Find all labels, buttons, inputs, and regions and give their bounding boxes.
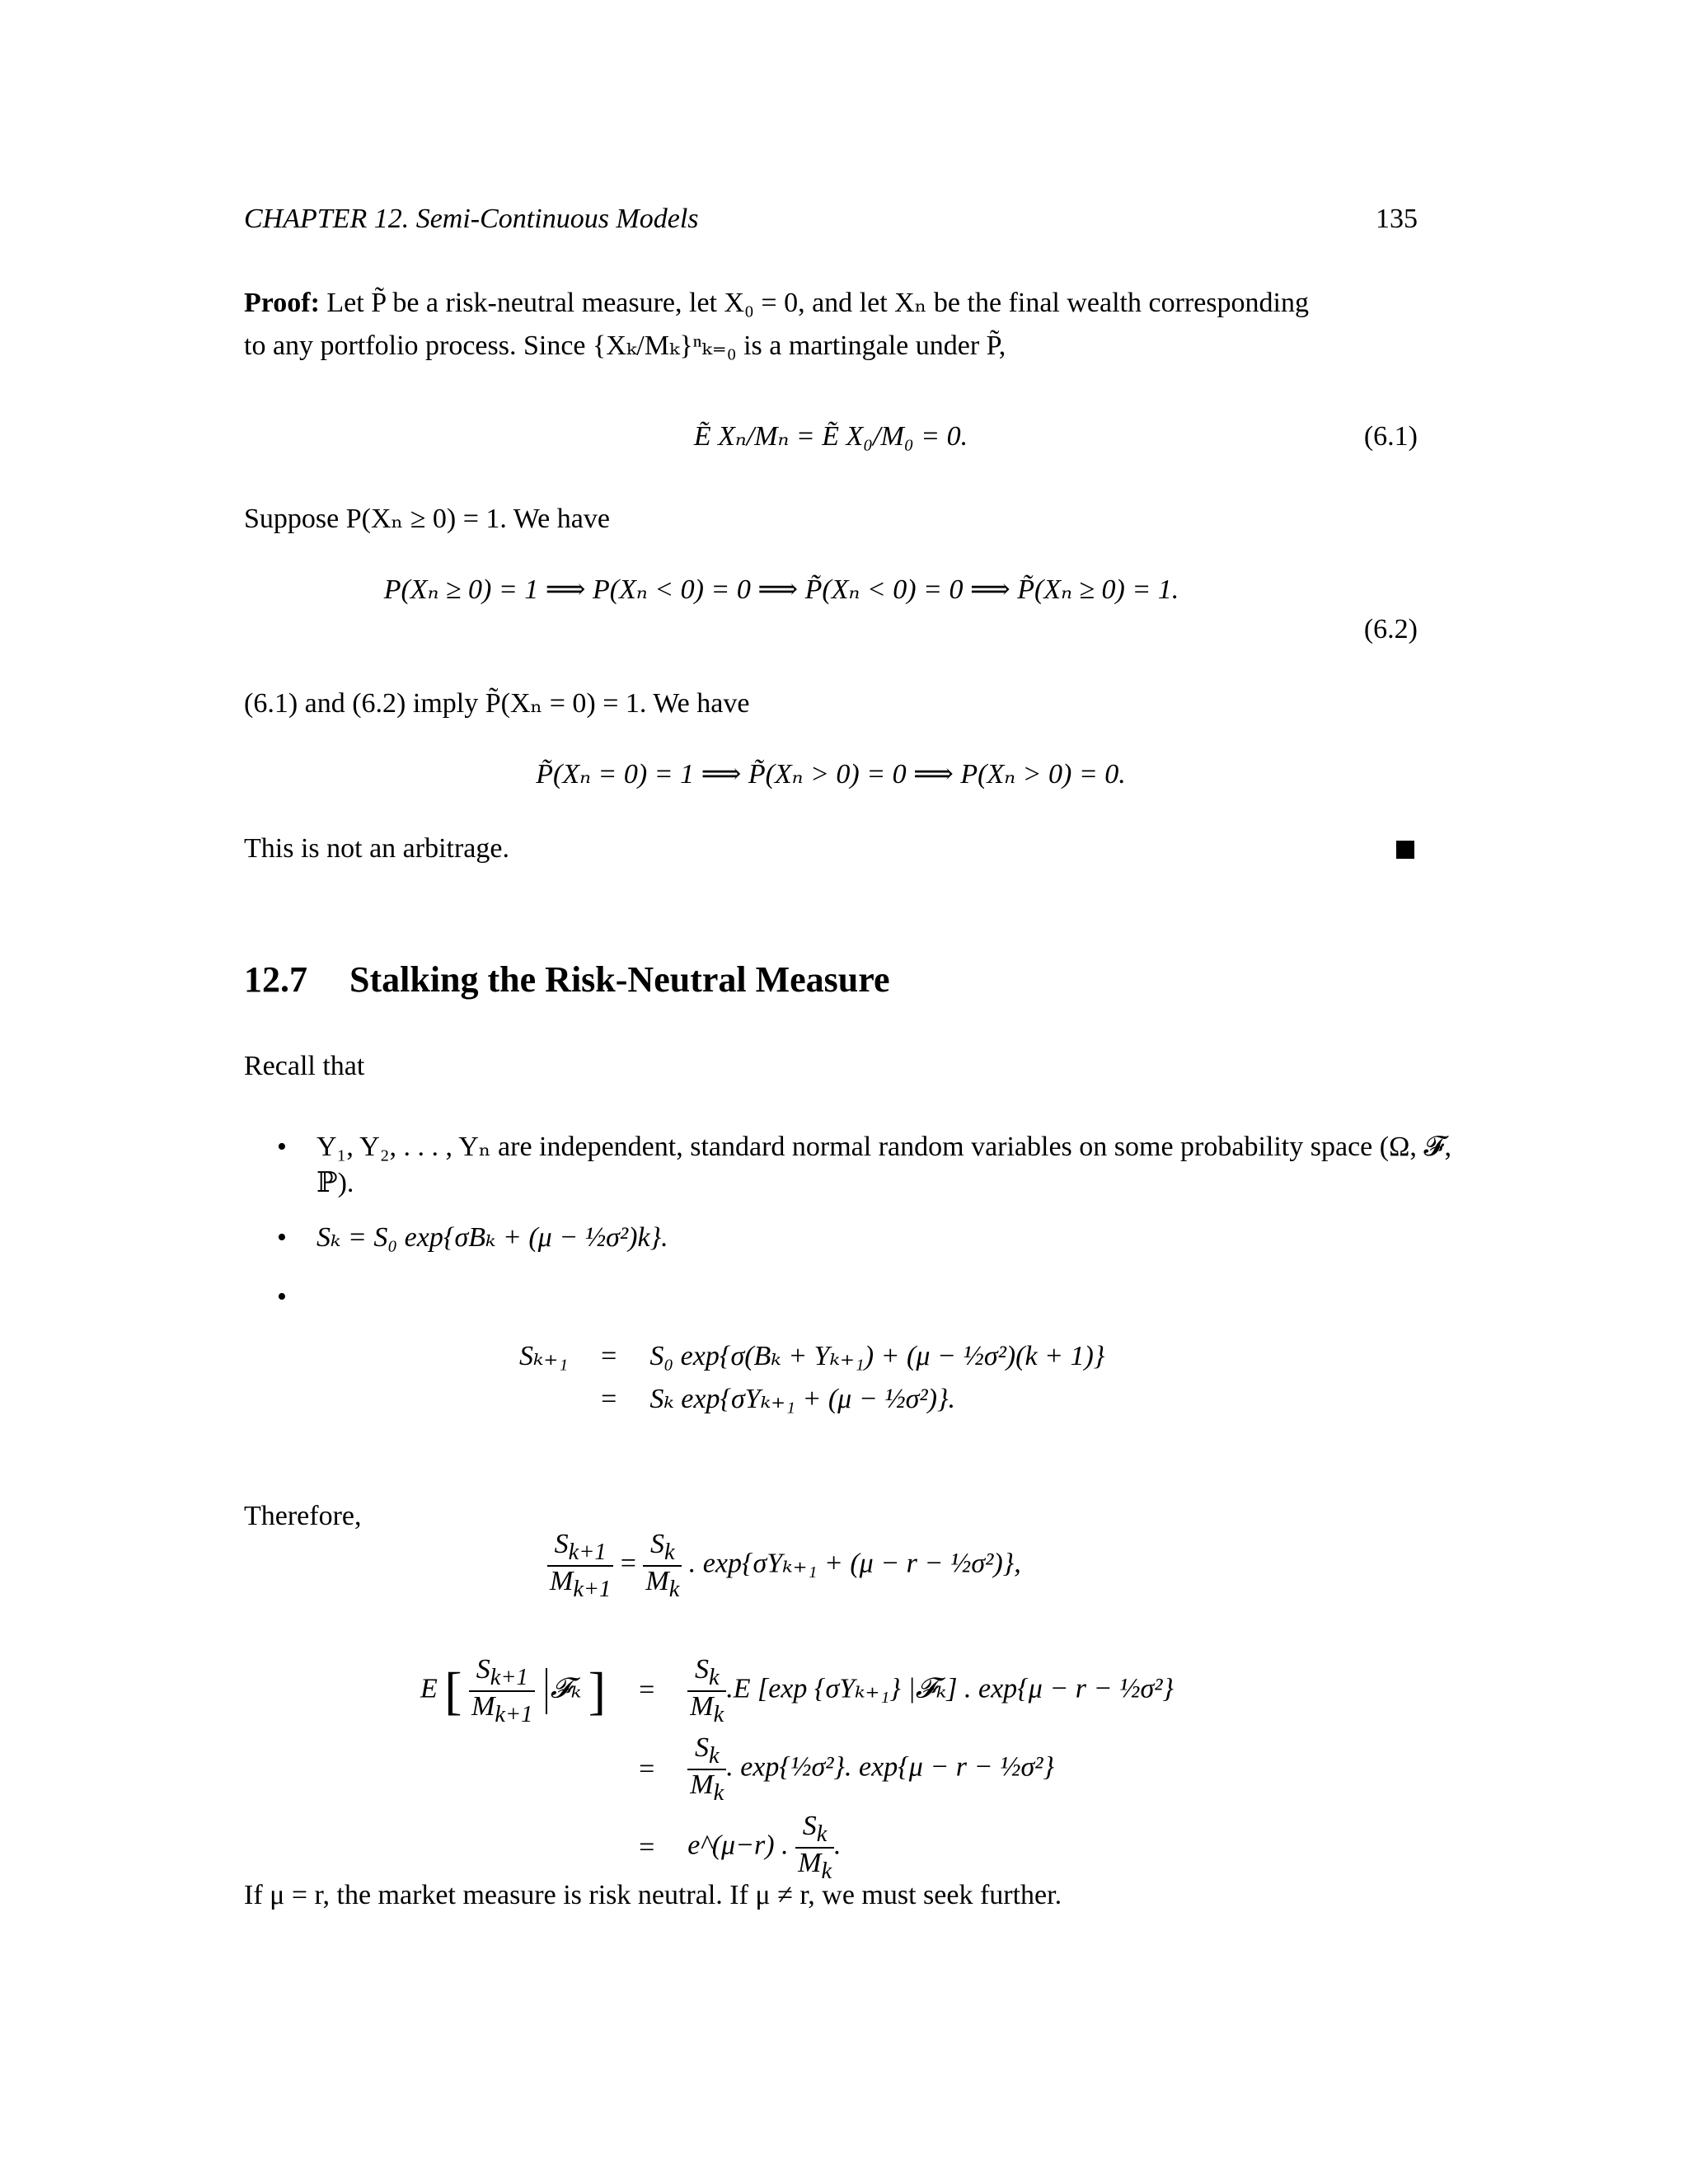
chapter-title: CHAPTER 12. Semi-Continuous Models bbox=[244, 204, 699, 234]
sk1-alignment bbox=[511, 1335, 1113, 1421]
sk1-rhs-1: S₀ exp{σ(Bₖ + Yₖ₊₁) + (μ − ½σ²)(k + 1)} bbox=[649, 1341, 1105, 1371]
section-heading bbox=[244, 956, 890, 1003]
qed-square-icon bbox=[1396, 841, 1414, 859]
proof-label: Proof: bbox=[244, 288, 320, 318]
proof-line-2: to any portfolio process. Since {Xₖ/Mₖ}ⁿₖ₌₀ is a martingale under P̃, bbox=[244, 330, 1006, 361]
equation-number-6-1: (6.1) bbox=[1363, 421, 1418, 452]
page-number: 135 bbox=[1376, 204, 1418, 234]
proof-line-1 bbox=[244, 285, 1418, 321]
bullet-text-2: Sₖ = S₀ exp{σBₖ + (μ − ½σ²)k}. bbox=[316, 1222, 668, 1253]
sk1-rhs-2: Sₖ exp{σYₖ₊₁ + (μ − ½σ²)}. bbox=[649, 1384, 956, 1415]
equation-6-1-body: Ẽ Xₙ/Mₙ = Ẽ X₀/M₀ = 0. bbox=[693, 421, 968, 452]
equals-sign: = bbox=[601, 1341, 617, 1371]
equation-6-1 bbox=[244, 419, 1418, 468]
bullet-text-1: Y₁, Y₂, . . . , Yₙ are independent, standard normal random variables on some probability space (Ω, 𝓕, ℙ). bbox=[316, 1132, 1451, 1199]
suppose-line: Suppose P(Xₙ ≥ 0) = 1. We have bbox=[244, 504, 610, 534]
ratio-equation: $\frac{S_{k+1}}{M_{k+1}}$ = $\frac{S_k}{M_k}$ . exp{σYₖ₊₁ + (μ − r − ½σ²)}, bbox=[547, 1530, 1021, 1601]
running-header bbox=[244, 201, 1418, 237]
equation-6-3 bbox=[244, 757, 1418, 806]
final-line: If μ = r, the market measure is risk neutral. If μ ≠ r, we must seek further. bbox=[244, 1880, 1062, 1910]
bullet-item-1 bbox=[280, 1129, 1454, 1202]
equals-sign: = bbox=[639, 1675, 655, 1706]
recall-line: Recall that bbox=[244, 1051, 365, 1081]
section-title: Stalking the Risk-Neutral Measure bbox=[349, 959, 890, 1000]
not-arbitrage-line: This is not an arbitrage. bbox=[244, 833, 509, 864]
fraction: $\frac{S_k}{M_k}$ bbox=[643, 1530, 682, 1601]
expectation-lhs: E [ $\frac{S_{k+1}}{M_{k+1}}$ 𝓕ₖ ] bbox=[420, 1654, 607, 1727]
fraction: $\frac{S_{k+1}}{M_{k+1}}$ bbox=[547, 1530, 613, 1601]
equals-sign: = bbox=[639, 1831, 655, 1863]
fraction: $\frac{S_{k+1}}{M_{k+1}}$ bbox=[469, 1655, 535, 1727]
section-number: 12.7 bbox=[244, 959, 307, 1000]
equals-sign: = bbox=[639, 1753, 655, 1784]
equals-sign: = bbox=[601, 1384, 617, 1415]
expectation-rhs-1: $\frac{S_k}{M_k}$ .E [exp {σYₖ₊₁} |𝓕ₖ] . exp{μ − r − ½σ²} bbox=[679, 1652, 1182, 1730]
filtration: 𝓕ₖ bbox=[550, 1673, 582, 1704]
proof-text-1: Let P̃ be a risk-neutral measure, let X₀ = 0, and let Xₙ be the final wealth corresponding bbox=[326, 288, 1309, 318]
imply-line: (6.1) and (6.2) imply P̃(Xₙ = 0) = 1. We have bbox=[244, 688, 750, 719]
bullet-item-2 bbox=[280, 1220, 1454, 1256]
equation-number-6-2: (6.2) bbox=[1363, 614, 1418, 644]
equation-6-2-number-line bbox=[244, 612, 1418, 661]
bullet-item-3 bbox=[280, 1279, 1454, 1312]
sk1-lhs: Sₖ₊₁ bbox=[519, 1341, 569, 1371]
therefore-line: Therefore, bbox=[244, 1501, 362, 1531]
expectation-alignment bbox=[412, 1652, 1182, 1886]
equation-6-3-body: P̃(Xₙ = 0) = 1 ⟹ P̃(Xₙ > 0) = 0 ⟹ P(Xₙ > 0) = 0. bbox=[536, 759, 1126, 790]
expectation-rhs-3: e^(μ−r) . $\frac{S_k}{M_k}$ . bbox=[687, 1811, 842, 1884]
ratio-rhs: . exp{σYₖ₊₁ + (μ − r − ½σ²)}, bbox=[688, 1548, 1021, 1579]
expectation-rhs-2: $\frac{S_k}{M_k}$ . exp{½σ²}. exp{μ − r − ½σ²} bbox=[679, 1730, 1182, 1808]
equation-6-2-body: P(Xₙ ≥ 0) = 1 ⟹ P(Xₙ < 0) = 0 ⟹ P̃(Xₙ < 0) = 0 ⟹ P̃(Xₙ ≥ 0) = 1. bbox=[383, 574, 1179, 605]
